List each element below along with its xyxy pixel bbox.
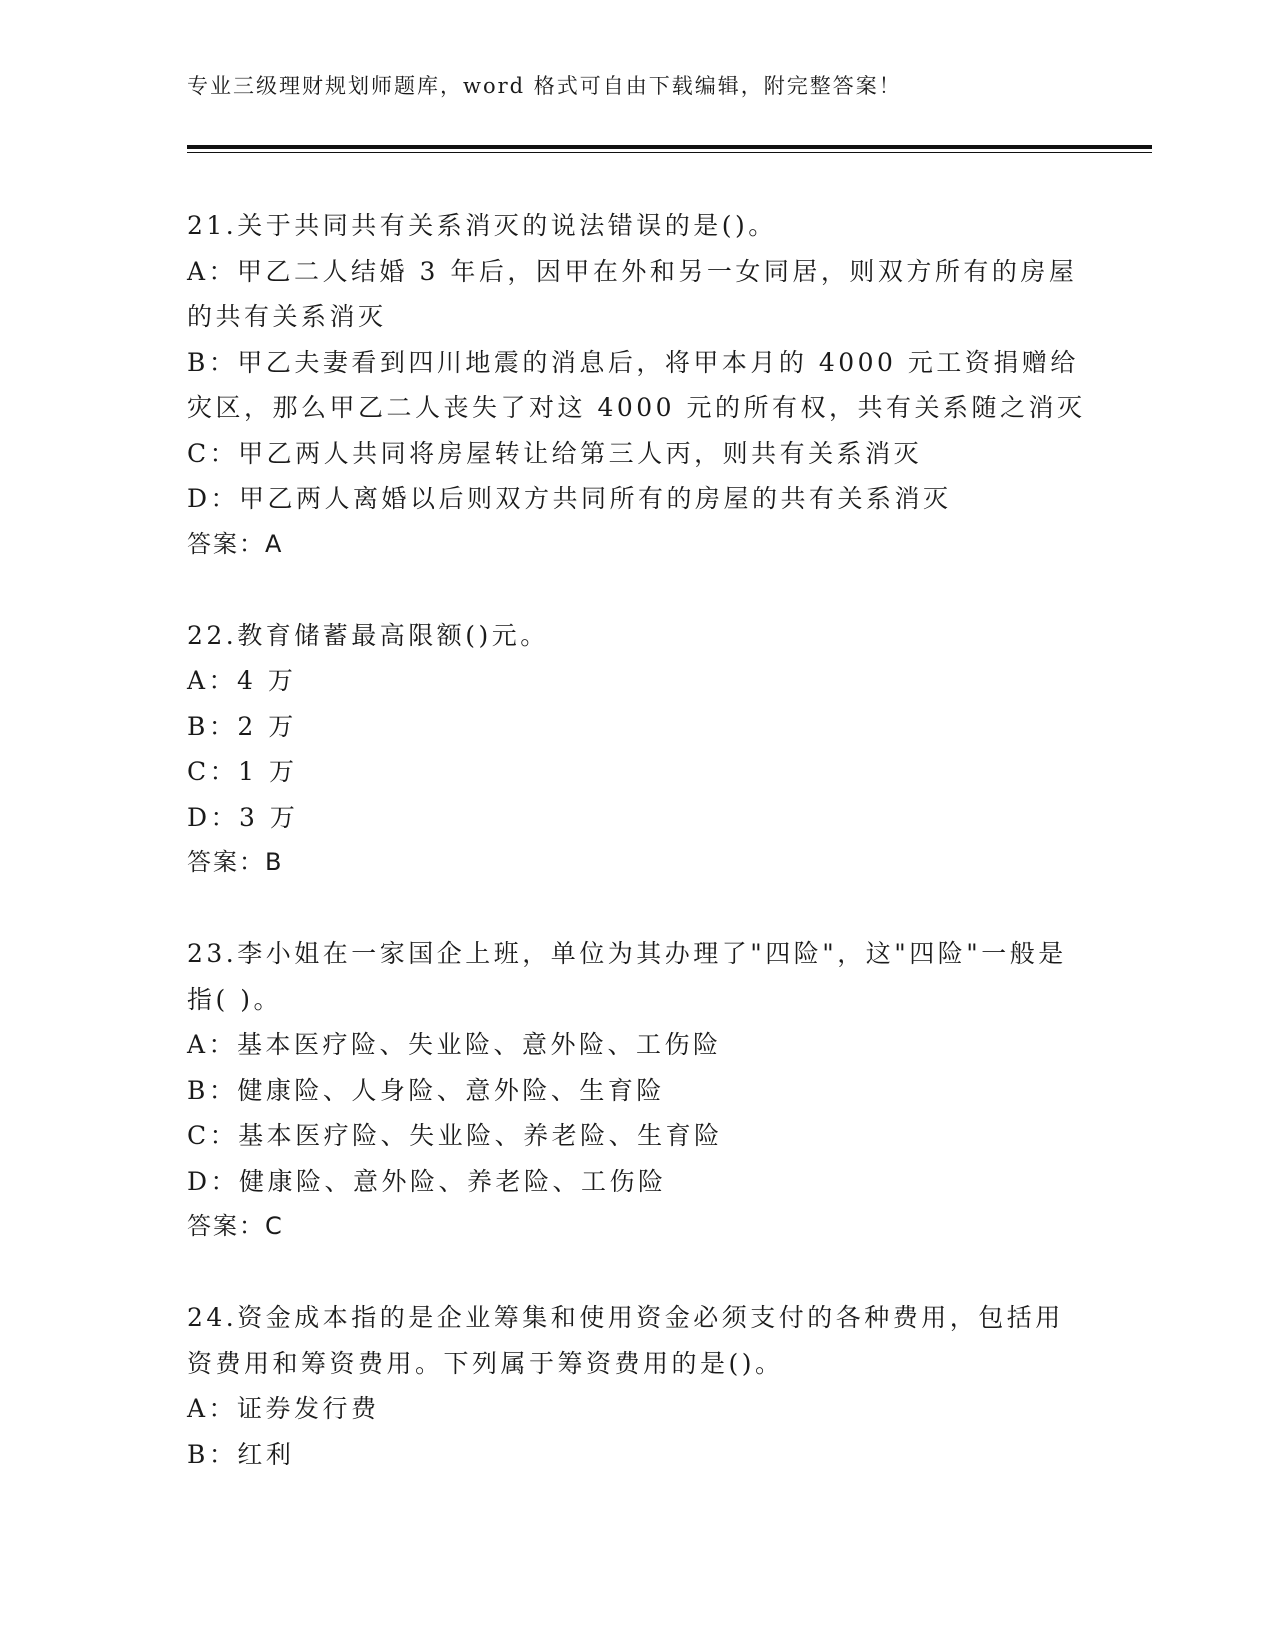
- question-stem: 23.李小姐在一家国企上班，单位为其办理了"四险"，这"四险"一般是: [187, 939, 1067, 968]
- option-a: A：4 万: [187, 666, 297, 695]
- option-b-continued: 灾区，那么甲乙二人丧失了对这 4000 元的所有权，共有关系随之消灭: [187, 393, 1086, 422]
- question-stem-continued: 资费用和筹资费用。下列属于筹资费用的是()。: [187, 1348, 784, 1378]
- question-23: [187, 931, 1087, 1250]
- option-a: A：甲乙二人结婚 3 年后，因甲在外和另一女同居，则双方所有的房屋: [187, 256, 1078, 286]
- option-b: B：甲乙夫妻看到四川地震的消息后，将甲本月的 4000 元工资捐赠给: [187, 347, 1079, 377]
- answer-label: 答案：A: [187, 529, 284, 558]
- question-stem: 24.资金成本指的是企业筹集和使用资金必须支付的各种费用，包括用: [187, 1303, 1064, 1332]
- question-stem: 21.关于共同共有关系消灭的说法错误的是()。: [187, 211, 777, 240]
- header-rule-thin: [187, 152, 1152, 153]
- question-stem-continued: 指( )。: [187, 984, 282, 1014]
- question-24: [187, 1295, 1087, 1477]
- option-d: D：甲乙两人离婚以后则双方共同所有的房屋的共有关系消灭: [187, 484, 952, 513]
- option-b: B：红利: [187, 1439, 295, 1469]
- answer-label: 答案：C: [187, 1212, 284, 1240]
- option-b: B：2 万: [187, 711, 297, 741]
- header-rule-thick: [187, 145, 1152, 149]
- page-header: 专业三级理财规划师题库，word 格式可自由下载编辑，附完整答案！: [187, 74, 902, 98]
- question-21: [187, 203, 1087, 567]
- option-c: C：1 万: [187, 757, 298, 786]
- option-d: D：健康险、意外险、养老险、工伤险: [187, 1166, 667, 1196]
- option-b: B：健康险、人身险、意外险、生育险: [187, 1075, 665, 1105]
- option-a-continued: 的共有关系消灭: [187, 302, 387, 331]
- question-22: [187, 613, 1087, 886]
- option-d: D：3 万: [187, 802, 299, 832]
- option-c: C：基本医疗险、失业险、养老险、生育险: [187, 1121, 723, 1150]
- option-c: C：甲乙两人共同将房屋转让给第三人丙，则共有关系消灭: [187, 438, 923, 468]
- option-a: A：证券发行费: [187, 1394, 380, 1423]
- question-list: [187, 203, 1087, 1477]
- question-stem: 22.教育储蓄最高限额()元。: [187, 620, 549, 650]
- option-a: A：基本医疗险、失业险、意外险、工伤险: [187, 1030, 722, 1059]
- answer-label: 答案：B: [187, 848, 284, 876]
